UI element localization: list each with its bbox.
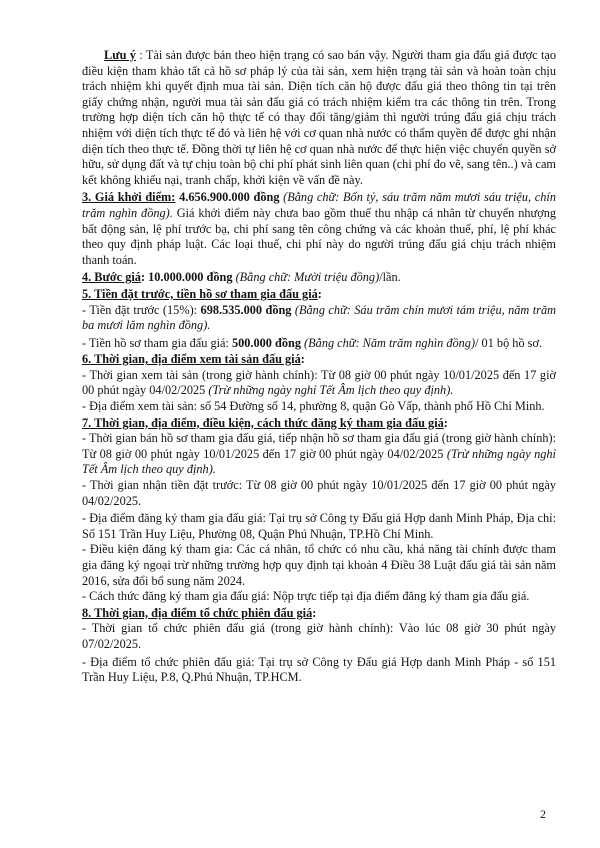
section-3-paragraph [82,190,556,268]
fee-value: 500.000 đồng [231,335,301,350]
section-5-heading-text: 5. Tiền đặt trước, tiền hồ sơ tham gia đấu giá [82,286,318,301]
section-5-heading [82,287,556,303]
deposit-label: - Tiền đặt trước (15%): [82,302,201,317]
fee-suffix: / 01 bộ hồ sơ. [475,335,543,350]
dossier-sale-item [82,431,556,478]
page-number: 2 [540,807,546,821]
fee-item [82,336,556,352]
starting-price-text: Giá khởi điểm này chưa bao gồm thuế thu nhập cá nhân từ chuyển nhượng bất động sản, lệ phí trước bạ, chi phí sang tên công chứng và các khoản thuế, phí, lệ phí khác theo quy định pháp luật. Các loại thuế, chi phí này do người trúng đấu giá chịu trách nhiệm thanh toán. [82,205,556,267]
section-8-heading-text: 8. Thời gian, địa điểm tổ chức phiên đấu giá [82,605,313,620]
deposit-item [82,303,556,334]
registration-conditions-item: - Điều kiện đăng ký tham gia: Các cá nhân, tổ chức có nhu cầu, khả năng tài chính được tham gia đăng ký ngoại trừ những trường hợp quy định tại khoản 4 Điều 38 Luật đấu giá tài sản năm 2016, sửa đổi bổ sung năm 2024. [82,542,556,588]
dossier-sale-note: (Trừ những ngày nghỉ Tết Âm lịch theo quy định). [82,446,556,477]
viewing-place-item: - Địa điểm xem tài sản: số 54 Đường số 14, phường 8, quận Gò Vấp, thành phố Hồ Chí Minh. [82,399,545,414]
registration-place-item: - Địa điểm đăng ký tham gia đấu giá: Tại trụ sở Công ty Đấu giá Hợp danh Minh Pháp, Địa chỉ: Số 151 Trần Huy Liệu, Phường 08, Quận Phú Nhuận, TP.Hồ Chí Minh. [82,511,556,541]
fee-words: (Bằng chữ: Năm trăm nghìn đồng) [300,335,476,350]
auction-place-item: - Địa điểm tổ chức phiên đấu giá: Tại trụ sở Công ty Đấu giá Hợp danh Minh Pháp - số 151 Trần Huy Liệu, P.8, Q.Phú Nhuận, TP.HCM. [82,654,556,685]
bid-step-words: (Bằng chữ: Mười triệu đồng) [232,270,380,285]
note-label: Lưu ý [104,48,136,62]
registration-method-item: - Cách thức đăng ký tham gia đấu giá: Nộp trực tiếp tại địa điểm đăng ký tham gia đấu giá. [82,589,530,604]
section-5-colon: : [317,286,322,301]
section-4-paragraph [82,270,556,286]
starting-price-words: (Bằng chữ: Bốn tỷ, sáu trăm năm mươi sáu triệu, chín trăm nghìn đồng). [82,190,556,220]
fee-label: - Tiền hồ sơ tham gia đấu giá: [82,335,232,350]
section-6-heading-text: 6. Thời gian, địa điểm xem tài sản đấu giá [82,352,301,367]
section-8-colon: : [312,605,317,620]
section-7-heading-text: 7. Thời gian, địa điểm, điều kiện, cách thức đăng ký tham gia đấu giá [82,415,444,430]
deposit-time-item: - Thời gian nhận tiền đặt trước: Từ 08 giờ 00 phút ngày 10/01/2025 đến 17 giờ 00 phút ngày 04/02/2025. [82,478,556,508]
note-paragraph [82,48,556,188]
section-8-heading [82,606,556,622]
section-3-label: 3. Giá khởi điểm: [82,190,176,205]
section-6-colon: : [300,352,305,367]
section-6-heading [82,352,556,368]
deposit-words: (Bằng chữ: Sáu trăm chín mươi tám triệu, năm trăm ba mươi lăm nghìn đồng). [82,302,556,333]
section-7-colon: : [443,415,448,430]
note-text: : Tài sản được bán theo hiện trạng có sao bán vậy. Người tham gia đấu giá được tạo điều kiện tham khảo tất cả hồ sơ pháp lý của tài sản, xem hiện trạng tài sản và hoàn toàn chịu trách nhiệm khi quyết định mua tài sản. Diện tích căn hộ được đấu giá theo thông tin tại trên giấy chứng nhận, người mua tài sản đấu giá có trách nhiệm kiểm tra các thông tin trên. Trong trường hợp diện tích căn hộ thực tế có thay đổi tăng/giảm thì người trúng đấu giá chịu trách nhiệm với diện tích thực tế đó và liên hệ với cơ quan nhà nước có thẩm quyền để được ghi nhận diện tích theo thực tế. Đồng thời tự liên hệ cơ quan nhà nước để thực hiện việc chuyển quyền sở hữu, sử dụng đất và tự chịu toàn bộ chi phí phát sinh liên quan (chi phí đo vẽ, sang tên..) và cam kết không khiếu nại, tranh chấp, khởi kiện về vấn đề này. [82,48,556,187]
section-7-heading [82,416,556,432]
viewing-time-note: (Trừ những ngày nghỉ Tết Âm lịch theo quy định). [205,383,454,398]
viewing-time-text: - Thời gian xem tài sản (trong giờ hành chính): Từ 08 giờ 00 phút ngày 10/01/2025 đến 17 giờ 00 phút ngày 04/02/2025 [82,367,556,398]
document-body [82,48,556,686]
dossier-sale-text: - Thời gian bán hồ sơ tham gia đấu giá, tiếp nhận hồ sơ tham gia đấu giá (trong giờ hành chính): Từ 08 giờ 00 phút ngày 10/01/2025 đến 17 giờ 00 phút ngày 04/02/2025 [82,431,556,461]
auction-time-item: - Thời gian tổ chức phiên đấu giá (trong giờ hành chính): Vào lúc 08 giờ 30 phút ngày 07/02/2025. [82,621,556,651]
bid-step-suffix: /lần. [379,270,401,285]
deposit-value: 698.535.000 đồng [200,302,292,317]
section-4-label: 4. Bước giá [82,270,141,285]
viewing-time-item [82,368,556,399]
bid-step-value: : 10.000.000 đồng [140,270,233,285]
starting-price-value: 4.656.900.000 đồng [175,190,280,205]
